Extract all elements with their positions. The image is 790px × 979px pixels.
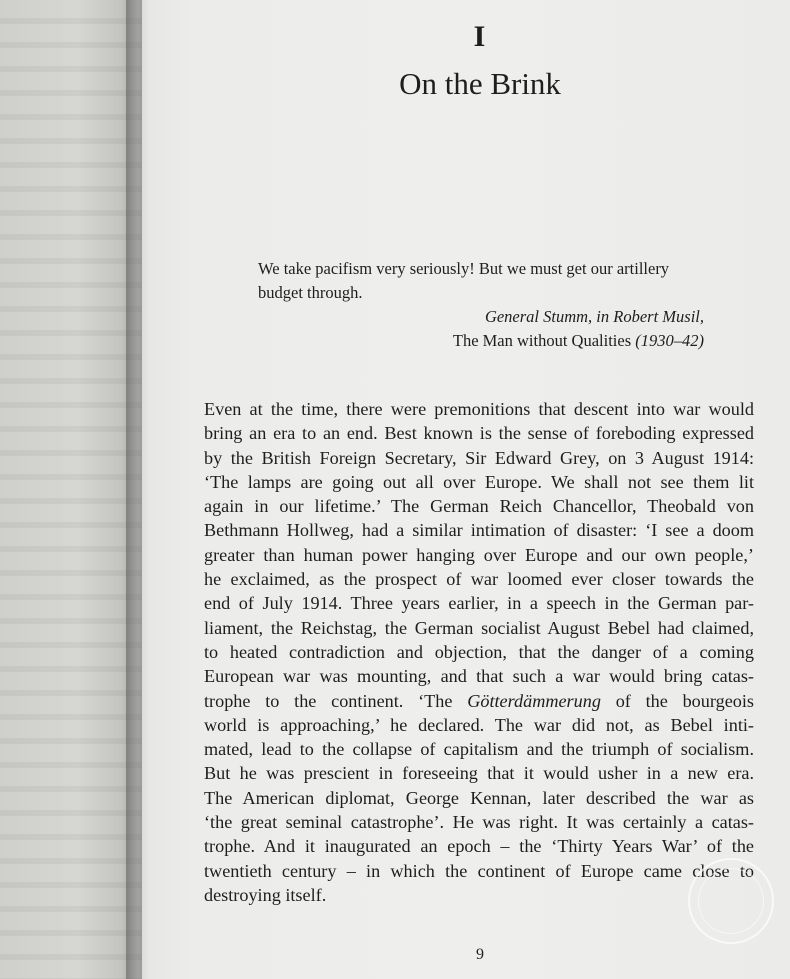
body-line-italic-term: trophe to the continent. ‘The Götterdämmerung of the bourgeois: [204, 690, 754, 711]
page-number: 9: [476, 946, 484, 963]
body-line: liament, the Reichstag, the German socialist August Bebel had claimed,: [204, 617, 754, 638]
body-line: twentieth century – in which the continent of Europe came close to: [204, 860, 754, 881]
chapter-number: I: [473, 20, 487, 53]
body-line: destroying itself.: [204, 884, 327, 905]
epigraph-attribution: General Stumm, in Robert Musil,: [484, 307, 704, 326]
italic-term: Götterdämmerung: [467, 690, 601, 711]
body-line: greater than human power hanging over Europe and our own people,’: [204, 544, 754, 565]
body-line: ‘the great seminal catastrophe’. He was right. It was certainly a catas-: [204, 812, 754, 833]
body-line: again in our lifetime.’ The German Reich Chancellor, Theobald von: [204, 496, 754, 517]
body-line: Bethmann Hollweg, had a similar intimation of disaster: ‘I see a doom: [204, 520, 754, 541]
body-line: ‘The lamps are going out all over Europe. We shall not see them lit: [204, 471, 754, 492]
epigraph: [258, 257, 704, 353]
body-line: The American diplomat, George Kennan, later described the war as: [204, 787, 754, 808]
body-line: end of July 1914. Three years earlier, in a speech in the German par-: [204, 593, 754, 614]
watermark-seal-ring: [698, 868, 764, 934]
body-line: But he was prescient in foreseeing that it would usher in a new era.: [204, 763, 754, 784]
epigraph-quote-line-1: We take pacifism very seriously! But we must get our artillery: [258, 259, 670, 278]
epigraph-quote-line-2: budget through.: [258, 283, 363, 302]
facing-page: [0, 0, 142, 979]
epigraph-years: (1930–42): [635, 331, 704, 350]
body-line: he exclaimed, as the prospect of war loomed ever closer towards the: [204, 569, 754, 590]
body-line: European war was mounting, and that such a war would bring catas-: [204, 666, 754, 687]
facing-page-ghost-text: [0, 0, 142, 979]
body-line: bring an era to an end. Best known is the sense of foreboding expressed: [204, 423, 754, 444]
watermark-seal: [688, 858, 774, 944]
epigraph-work: [258, 329, 704, 353]
body-line: world is approaching,’ he declared. The war did not, as Bebel inti-: [204, 714, 754, 735]
body-line: trophe. And it inaugurated an epoch – the ‘Thirty Years War’ of the: [204, 836, 754, 857]
book-gutter-shadow: [126, 0, 150, 979]
body-line: mated, lead to the collapse of capitalism and the triumph of socialism.: [204, 739, 754, 760]
body-line: to heated contradiction and objection, that the danger of a coming: [204, 641, 754, 662]
epigraph-work-title: The Man without Qualities: [452, 331, 632, 350]
body-line: Even at the time, there were premonitions that descent into war would: [204, 399, 754, 419]
chapter-title: On the Brink: [399, 66, 561, 101]
body-paragraph: [204, 397, 754, 907]
body-line: by the British Foreign Secretary, Sir Edward Grey, on 3 August 1914:: [204, 447, 754, 468]
